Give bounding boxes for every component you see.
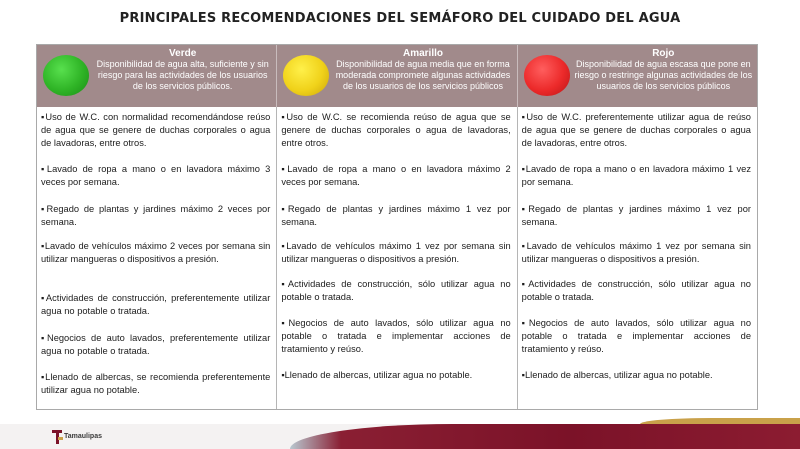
recommendation-item: ▪Lavado de vehículos máximo 1 vez por semana sin utilizar mangueras o dispositivos a presión.: [521, 241, 751, 264]
header-description: Disponibilidad de agua escasa que pone en riesgo o restringe algunas actividades de los usuarios de los servicios públicos: [574, 59, 753, 91]
recommendation-item: ▪Regado de plantas y jardines máximo 1 vez por semana.: [521, 204, 751, 227]
recommendation-item: ▪Llenado de albercas, utilizar agua no potable.: [281, 370, 473, 380]
recommendation-item: ▪Uso de W.C. se recomienda reúso de agua que se genere de duchas corporales o agua de lavadoras, entre otros.: [281, 112, 511, 148]
green-light-icon: [43, 55, 89, 96]
recommendation-item: ▪Uso de W.C. con normalidad recomendándose reúso de agua que se genere de duchas corporales o agua de lavadoras, entre otros.: [41, 112, 271, 148]
header-description: Disponibilidad de agua media que en forma moderada compromete algunas actividades de los usuarios de los servicios públicos: [335, 59, 511, 91]
recommendation-item: ▪Actividades de construcción, preferentemente utilizar agua no potable o tratada.: [41, 293, 271, 316]
column-verde: [37, 107, 277, 409]
recommendation-item: ▪Lavado de vehículos máximo 2 veces por semana sin utilizar mangueras o dispositivos a presión.: [41, 241, 271, 264]
recommendation-item: ▪Actividades de construcción, sólo utilizar agua no potable o tratada.: [521, 279, 751, 302]
recommendation-item: ▪Llenado de albercas, se recomienda preferentemente utilizar agua no potable.: [41, 372, 271, 395]
recommendations-table: [36, 44, 758, 410]
recommendation-item: ▪Uso de W.C. preferentemente utilizar agua de reúso de agua que se genere de duchas corporales o agua de lavadoras, entre otros.: [521, 112, 751, 148]
recommendation-item: ▪Lavado de ropa a mano o en lavadora máximo 3 veces por semana.: [41, 164, 271, 187]
header-title: Verde: [169, 48, 197, 59]
column-rojo: [518, 107, 757, 409]
recommendation-item: ▪Negocios de auto lavados, sólo utilizar agua no potable o tratada e implementar acciones de tratamiento y reúso.: [521, 318, 751, 354]
header-description: Disponibilidad de agua alta, suficiente y sin riesgo para las actividades de los usuarios de los servicios públicos.: [96, 59, 269, 91]
table-body-row: [37, 107, 757, 409]
table-header-row: [37, 45, 757, 107]
page-title: PRINCIPALES RECOMENDACIONES DEL SEMÁFORO DEL CUIDADO DEL AGUA: [119, 11, 681, 26]
logo-text: Tamaulipas: [64, 433, 102, 440]
header-amarillo: [277, 45, 517, 107]
red-light-icon: [524, 55, 570, 96]
footer-red-wave: [290, 424, 800, 449]
header-rojo: [518, 45, 757, 107]
recommendation-item: ▪Lavado de ropa a mano o en lavadora máximo 2 veces por semana.: [281, 164, 511, 187]
recommendation-item: ▪Lavado de ropa a mano o en lavadora máximo 1 vez por semana.: [521, 164, 751, 187]
header-title: Rojo: [652, 48, 675, 59]
header-verde: [37, 45, 277, 107]
column-amarillo: [277, 107, 517, 409]
header-title: Amarillo: [402, 48, 443, 59]
recommendation-item: ▪Llenado de albercas, utilizar agua no potable.: [521, 370, 713, 380]
recommendation-item: ▪Actividades de construcción, sólo utilizar agua no potable o tratada.: [281, 279, 511, 302]
recommendation-item: ▪Regado de plantas y jardines máximo 2 veces por semana.: [41, 204, 271, 227]
yellow-light-icon: [283, 55, 329, 96]
recommendation-item: ▪Negocios de auto lavados, preferentemente utilizar agua no potable o tratada.: [41, 333, 271, 356]
recommendation-item: ▪Lavado de vehículos máximo 1 vez por semana sin utilizar mangueras o dispositivos a presión.: [281, 241, 511, 264]
recommendation-item: ▪Negocios de auto lavados, sólo utilizar agua no potable o tratada e implementar acciones de tratamiento y reúso.: [281, 318, 511, 354]
recommendation-item: ▪Regado de plantas y jardines máximo 1 vez por semana.: [281, 204, 511, 227]
